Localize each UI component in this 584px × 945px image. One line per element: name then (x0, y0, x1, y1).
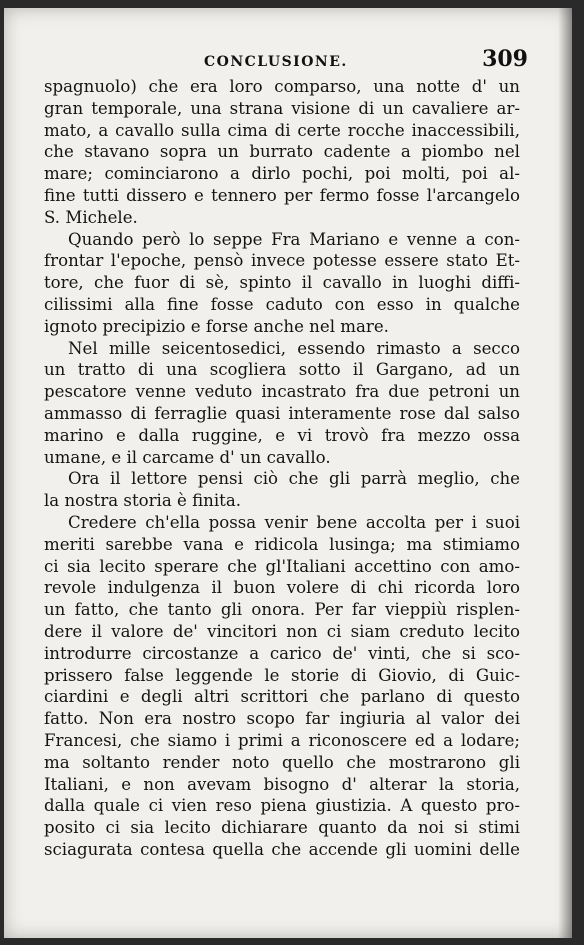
text-line: meriti sarebbe vana e ridicola lusinga; ma stimiamo (44, 534, 520, 554)
text-line: ammasso di ferraglie quasi interamente rose dal salso (44, 403, 520, 423)
page-number: 309 (482, 46, 528, 72)
text-line: fine tutti dissero e tennero per fermo fosse l'arcangelo (44, 185, 520, 205)
text-line: un fatto, che tanto gli onora. Per far vieppiù risplen- (44, 600, 520, 620)
text-line: tore, che fuor di sè, spinto il cavallo in luoghi diffi- (44, 273, 520, 293)
text-line: pescatore venne veduto incastrato fra due petroni un (44, 382, 520, 402)
text-line: Francesi, che siamo i primi a riconoscere ed a lodare; (44, 730, 520, 750)
text-line: revole indulgenza il buon volere di chi ricorda loro (44, 578, 520, 598)
text-line: posito ci sia lecito dichiarare quanto da noi si stimi (44, 818, 520, 838)
running-title: CONCLUSIONE. (204, 54, 348, 70)
text-line: cilissimi alla fine fosse caduto con esso in qualche (44, 294, 520, 314)
text-line: spagnuolo) che era loro comparso, una notte d' un (44, 77, 520, 96)
book-page (4, 8, 572, 938)
page-header (4, 46, 572, 76)
text-line: ci sia lecito sperare che gl'Italiani accettino con amo- (44, 556, 520, 576)
text-line: marino e dalla ruggine, e vi trovò fra mezzo ossa (44, 425, 520, 445)
text-line: introdurre circostanze a carico de' vinti, che si sco- (44, 643, 520, 663)
text-line: dere il valore de' vincitori non ci siam creduto lecito (44, 621, 520, 641)
text-line: gran temporale, una strana visione di un cavaliere ar- (44, 98, 520, 118)
text-line: ciardini e degli altri scrittori che parlano di questo (44, 687, 520, 707)
text-line: Quando però lo seppe Fra Mariano e venne a con- (68, 229, 520, 249)
text-line: un tratto di una scogliera sotto il Gargano, ad un (44, 360, 520, 380)
text-line: mare; cominciarono a dirlo pochi, poi molti, poi al- (44, 164, 520, 184)
text-line: umane, e il carcame d' un cavallo. (44, 447, 331, 467)
text-line: Ora il lettore pensi ciò che gli parrà meglio, che (68, 469, 520, 489)
text-line: ignoto precipizio e forse anche nel mare. (44, 316, 389, 336)
body-text (44, 76, 520, 861)
text-line: fatto. Non era nostro scopo far ingiuria al valor dei (44, 709, 520, 729)
text-line: S. Michele. (44, 207, 138, 227)
text-line: sciagurata contesa quella che accende gli uomini delle (44, 839, 520, 859)
text-line: ma soltanto render noto quello che mostrarono gli (44, 752, 520, 772)
text-line: frontar l'epoche, pensò invece potesse essere stato Et- (44, 251, 520, 271)
text-line: Credere ch'ella possa venir bene accolta per i suoi (68, 512, 520, 532)
text-line: che stavano sopra un burrato cadente a piombo nel (44, 142, 520, 162)
text-line: la nostra storia è finita. (44, 491, 242, 511)
text-line: prissero false leggende le storie di Giovio, di Guic- (44, 665, 520, 685)
text-line: mato, a cavallo sulla cima di certe rocche inaccessibili, (44, 120, 520, 140)
text-line: Nel mille seicentosedici, essendo rimasto a secco (68, 338, 520, 358)
text-line: dalla quale ci vien reso piena giustizia. A questo pro- (44, 796, 520, 816)
text-line: Italiani, e non avevam bisogno d' alterar la storia, (44, 774, 520, 794)
